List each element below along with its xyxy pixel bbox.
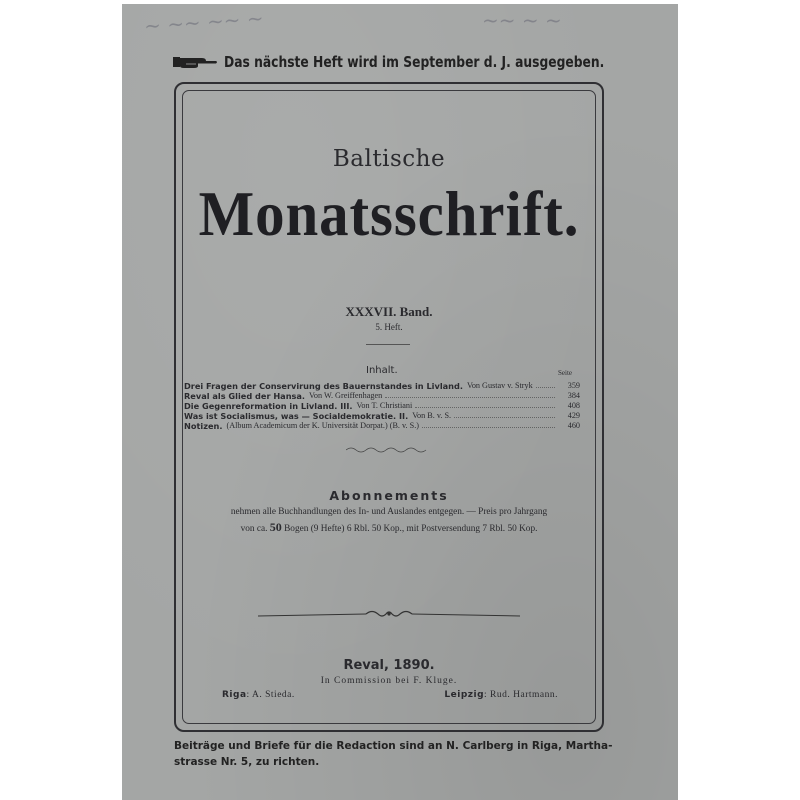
divider — [366, 344, 410, 345]
toc-page: 384 — [567, 391, 580, 400]
agent-name: : A. Stieda. — [246, 690, 295, 700]
title-small: Baltische — [332, 146, 446, 172]
page-column-label: Seite — [558, 369, 572, 377]
toc-page: 359 — [567, 381, 580, 390]
subscription-title: Abonnements — [329, 488, 449, 503]
toc-leader — [536, 381, 555, 388]
footer-line: strasse Nr. 5, zu richten. — [174, 756, 320, 768]
subscription-text: Bogen (9 Hefte) 6 Rbl. 50 Kop., mit Postversendung 7 Rbl. 50 Kop. — [284, 524, 538, 534]
toc-title: Reval als Glied der Hansa. — [184, 391, 306, 401]
toc-page: 408 — [567, 401, 580, 410]
toc-author: (Album Academicum der K. Universität Dorpat.) (B. v. S.) — [226, 421, 419, 430]
editorial-footer — [174, 738, 614, 770]
toc-entry — [184, 411, 580, 421]
agents-line — [222, 690, 558, 700]
notice-line — [172, 50, 642, 74]
toc-leader — [415, 401, 555, 408]
pencil-scribble: ~ ~~ ~~ ~ — [143, 5, 265, 39]
toc-title: Drei Fragen der Conservirung des Bauernstandes in Livland. — [184, 381, 463, 391]
toc-leader — [454, 411, 555, 418]
place-and-year: Reval, 1890. — [343, 658, 435, 673]
toc-title: Die Gegenreformation in Livland. III. — [184, 401, 353, 411]
table-of-contents — [184, 381, 580, 431]
toc-page: 460 — [567, 421, 580, 430]
subscription-line: nehmen alle Buchhandlungen des In- und Auslandes entgegen. — Preis pro Jahrgang — [230, 507, 548, 517]
agent-name: : Rud. Hartmann. — [484, 690, 558, 700]
agent-leipzig — [444, 690, 558, 700]
toc-leader — [385, 391, 555, 398]
toc-title: Was ist Socialismus, was — Socialdemokratie. II. — [184, 411, 409, 421]
notice-text: Das nächste Heft wird im September d. J. ausgegeben. — [224, 53, 605, 71]
toc-leader — [422, 421, 555, 428]
pointing-hand-icon — [172, 54, 218, 70]
footer-line: Beiträge und Briefe für die Redaction sind an N. Carlberg in Riga, Martha- — [174, 740, 613, 752]
commission-line: In Commission bei F. Kluge. — [320, 676, 458, 686]
pencil-scribble: ~~ ~ ~ — [482, 8, 562, 32]
subscription-sheets: 50 — [269, 520, 282, 534]
toc-page: 429 — [567, 411, 580, 420]
volume-label: XXXVII. Band. — [345, 304, 433, 319]
agent-city: Leipzig — [444, 690, 485, 700]
subscription-line — [176, 520, 602, 535]
toc-author: Von T. Christiani — [356, 401, 413, 410]
toc-author: Von W. Greiffenhagen — [309, 391, 383, 400]
toc-author: Von B. v. S. — [412, 411, 452, 420]
subscription-text: von ca. — [240, 524, 268, 534]
ornament-divider — [254, 608, 524, 622]
issue-label: 5. Heft. — [375, 322, 403, 332]
squiggle-divider — [346, 446, 430, 454]
contents-label: Inhalt. — [366, 365, 398, 376]
agent-riga — [222, 690, 295, 700]
toc-entry — [184, 401, 580, 411]
agent-city: Riga — [222, 690, 247, 700]
toc-entry — [184, 381, 580, 391]
toc-entry — [184, 421, 580, 431]
toc-author: Von Gustav v. Stryk — [466, 381, 533, 390]
toc-title: Notizen. — [184, 421, 223, 431]
title-big: Monatsschrift. — [198, 178, 580, 249]
toc-entry — [184, 391, 580, 401]
journal-cover — [122, 4, 678, 800]
cover-frame — [174, 82, 604, 732]
